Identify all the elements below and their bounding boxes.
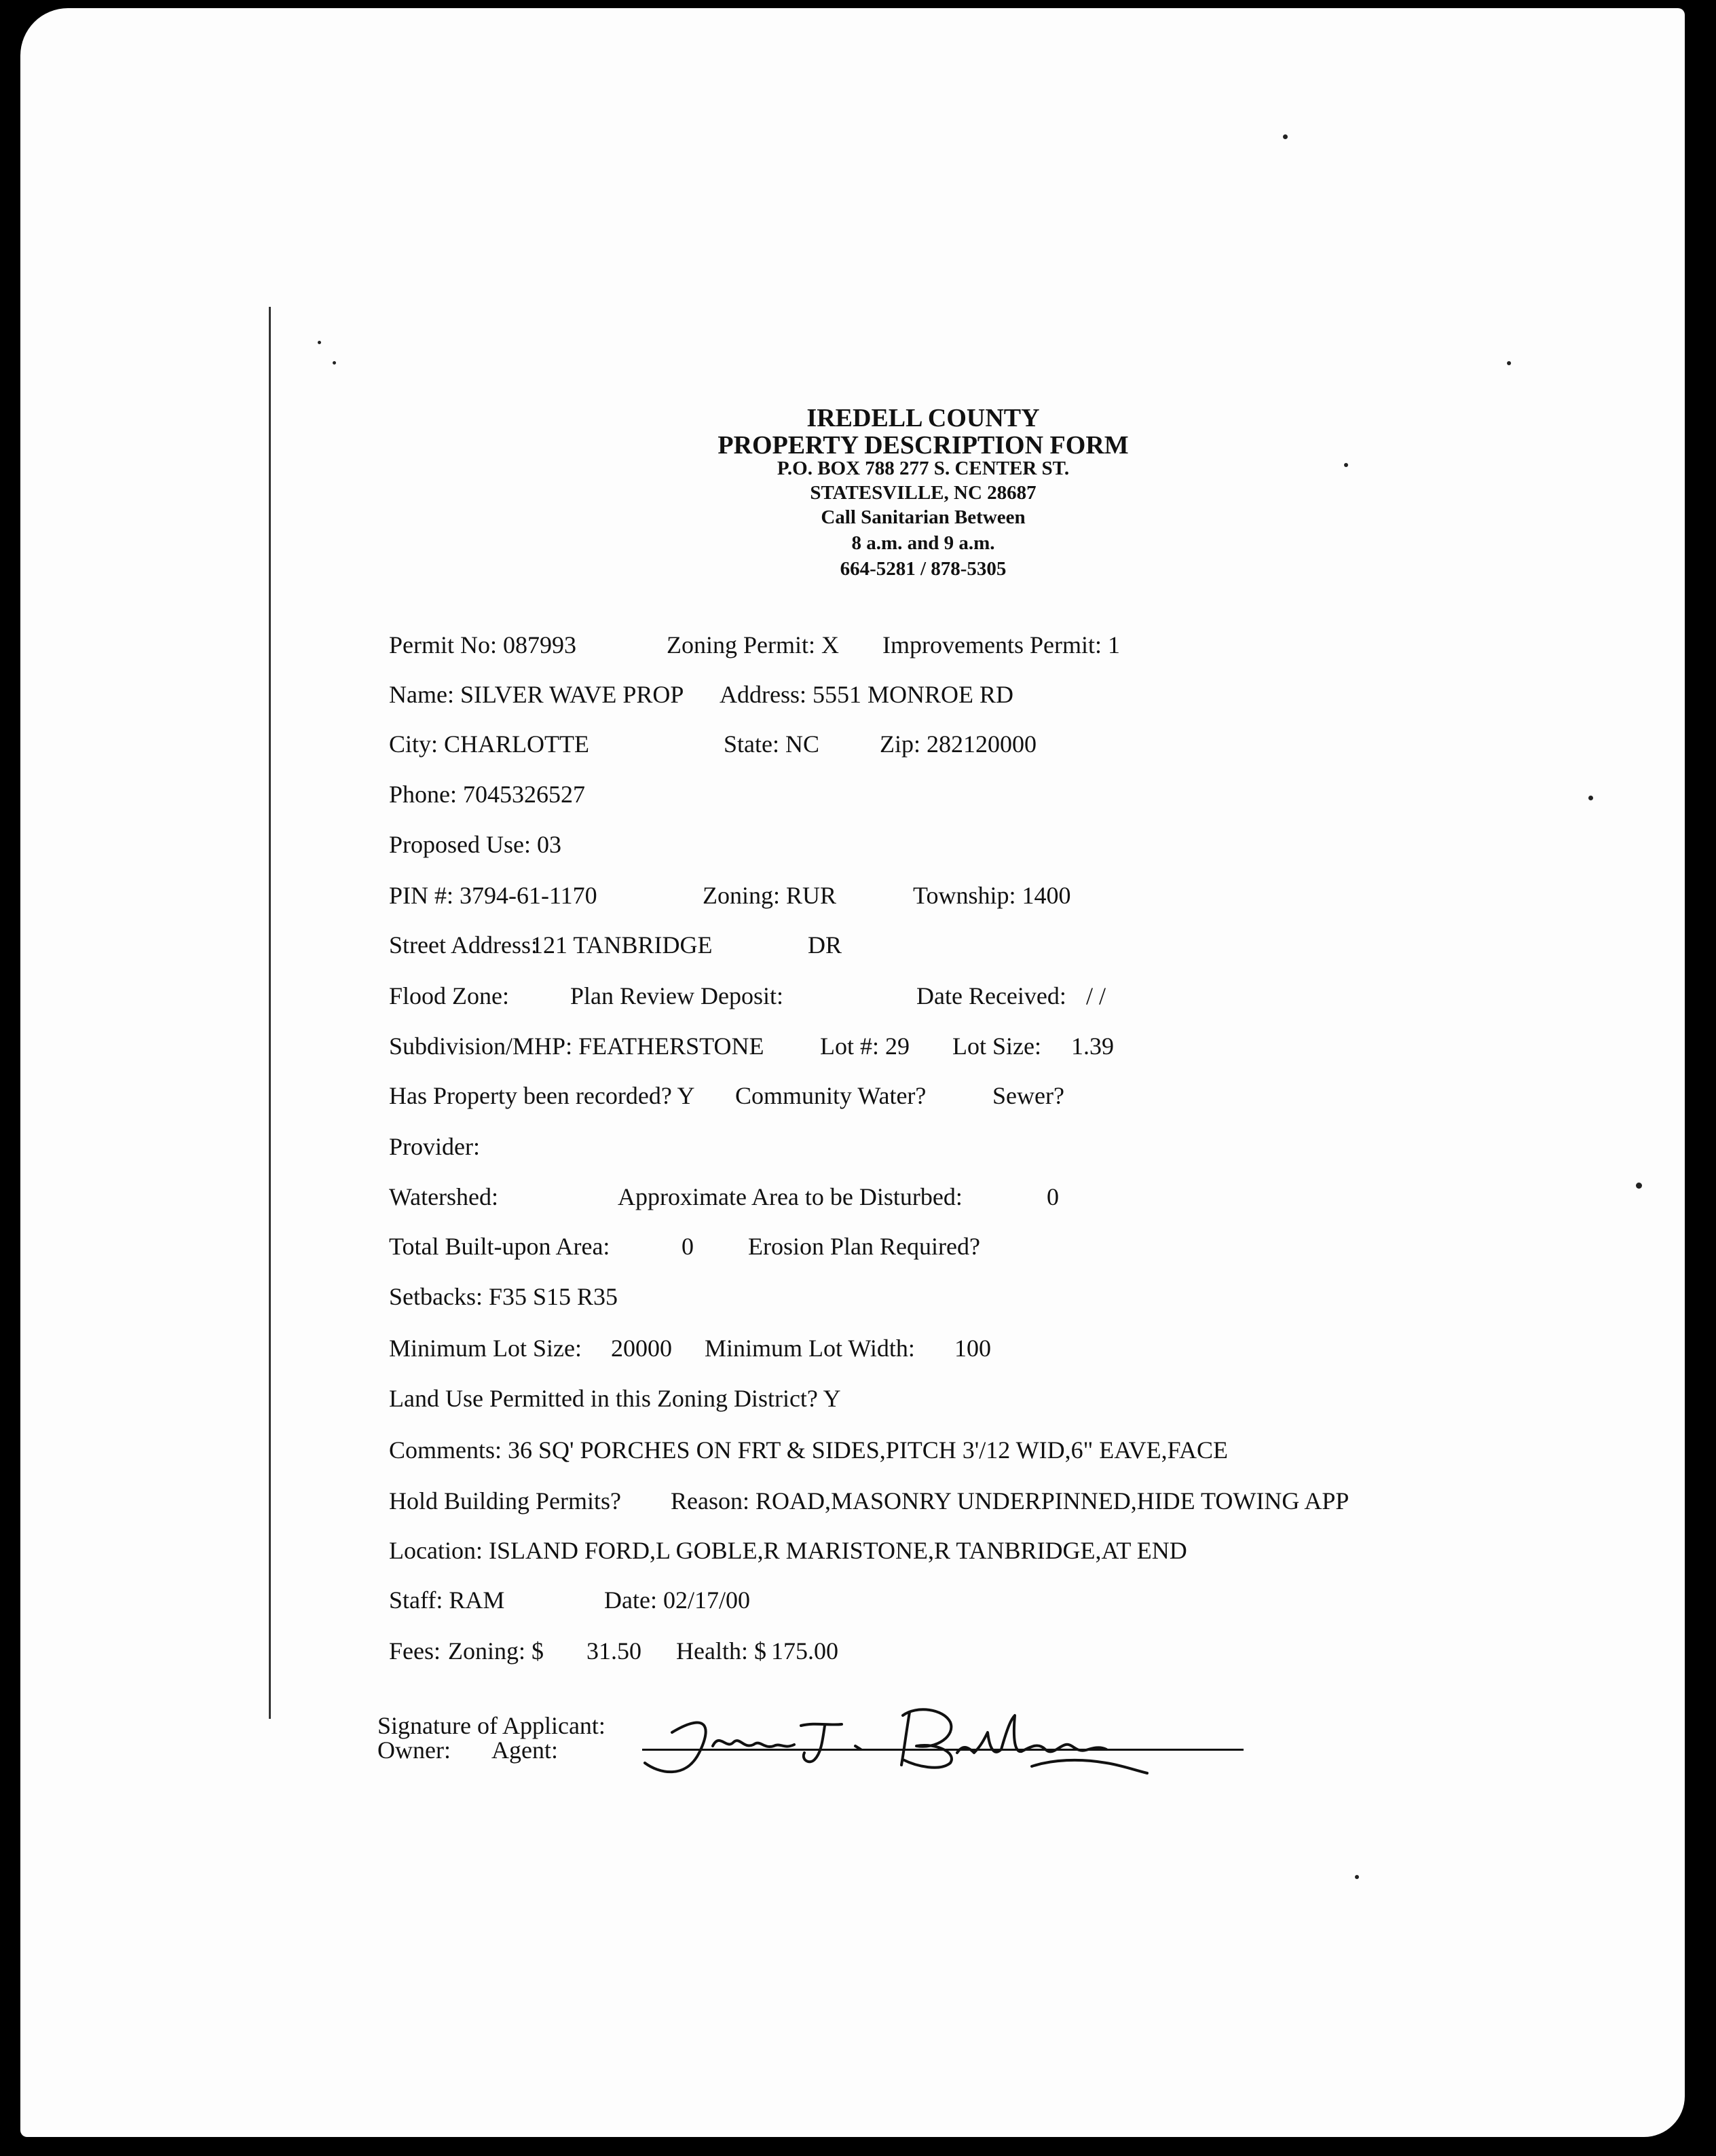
handwritten-signature [631,1685,1174,1787]
applicant-name: Name: SILVER WAVE PROP [389,681,684,708]
land-use-permitted: Land Use Permitted in this Zoning District? Y [389,1385,841,1412]
setbacks: Setbacks: F35 S15 R35 [389,1283,618,1310]
area-disturbed-value: 0 [1047,1183,1059,1210]
subdivision: Subdivision/MHP: FEATHERSTONE [389,1033,764,1060]
community-water: Community Water? [735,1082,927,1109]
health-fee-value: 175.00 [771,1637,838,1665]
proposed-use: Proposed Use: 03 [389,831,561,858]
health-fee-label: Health: $ [676,1637,766,1665]
street-address-label: Street Address: [389,931,538,959]
scan-speck [1507,361,1511,365]
city: City: CHARLOTTE [389,730,589,758]
flood-zone: Flood Zone: [389,982,509,1009]
county-title: IREDELL COUNTY [806,404,1040,432]
watershed: Watershed: [389,1183,499,1210]
mailing-address: P.O. BOX 788 277 S. CENTER ST. [777,458,1070,479]
provider: Provider: [389,1133,480,1160]
township: Township: 1400 [913,882,1071,909]
hold-reason: Reason: ROAD,MASONRY UNDERPINNED,HIDE TOWING APP [671,1487,1349,1514]
applicant-address: Address: 5551 MONROE RD [720,681,1014,708]
zoning-fee-value: 31.50 [586,1637,641,1665]
comments: Comments: 36 SQ' PORCHES ON FRT & SIDES,PITCH 3'/12 WID,6" EAVE,FACE [389,1436,1228,1464]
lot-size-value: 1.39 [1071,1033,1114,1060]
form-title: PROPERTY DESCRIPTION FORM [717,431,1129,460]
date-received-value: / / [1086,982,1106,1009]
permit-number: Permit No: 087993 [389,631,576,658]
city-address: STATESVILLE, NC 28687 [810,482,1037,504]
built-upon-value: 0 [682,1233,694,1260]
phone-numbers: 664-5281 / 878-5305 [840,558,1007,580]
staff: Staff: RAM [389,1586,505,1614]
street-address-value: 121 TANBRIDGE [531,931,713,959]
lot-size-label: Lot Size: [952,1033,1041,1060]
min-lot-width-value: 100 [954,1335,991,1362]
owner-label: Owner: [377,1736,451,1764]
lot-number: Lot #: 29 [820,1033,910,1060]
call-hours: 8 a.m. and 9 a.m. [851,532,995,554]
scan-speck [1636,1183,1642,1189]
min-lot-size-value: 20000 [611,1335,672,1362]
scan-edge-line [269,307,271,1719]
date: Date: 02/17/00 [604,1586,750,1614]
improvements-permit: Improvements Permit: 1 [882,631,1120,658]
call-info: Call Sanitarian Between [821,506,1026,528]
zoning: Zoning: RUR [703,882,837,909]
phone: Phone: 7045326527 [389,781,586,808]
fees-label: Fees: [389,1637,441,1665]
scan-speck [1355,1875,1359,1879]
pin-number: PIN #: 3794-61-1170 [389,882,597,909]
area-disturbed-label: Approximate Area to be Disturbed: [618,1183,963,1210]
scan-speck [1344,463,1348,467]
hold-building-permits: Hold Building Permits? [389,1487,621,1514]
scan-speck [1588,796,1593,800]
property-recorded: Has Property been recorded? Y [389,1082,695,1109]
built-upon-label: Total Built-upon Area: [389,1233,610,1260]
scan-speck [318,341,321,344]
scan-speck [1283,134,1288,139]
zoning-fee-label: Zoning: $ [448,1637,544,1665]
street-suffix: DR [808,931,842,959]
min-lot-size-label: Minimum Lot Size: [389,1335,582,1362]
location: Location: ISLAND FORD,L GOBLE,R MARISTONE,R TANBRIDGE,AT END [389,1537,1187,1564]
zoning-permit: Zoning Permit: X [667,631,839,658]
date-received: Date Received: [916,982,1066,1009]
erosion-plan: Erosion Plan Required? [748,1233,980,1260]
zip: Zip: 282120000 [880,730,1037,758]
document-page [20,8,1685,2137]
signature-label: Signature of Applicant: [377,1712,605,1739]
min-lot-width-label: Minimum Lot Width: [705,1335,915,1362]
agent-label: Agent: [491,1736,558,1764]
plan-review-deposit: Plan Review Deposit: [570,982,783,1009]
sewer: Sewer? [992,1082,1064,1109]
state: State: NC [724,730,819,758]
scan-speck [333,361,336,365]
